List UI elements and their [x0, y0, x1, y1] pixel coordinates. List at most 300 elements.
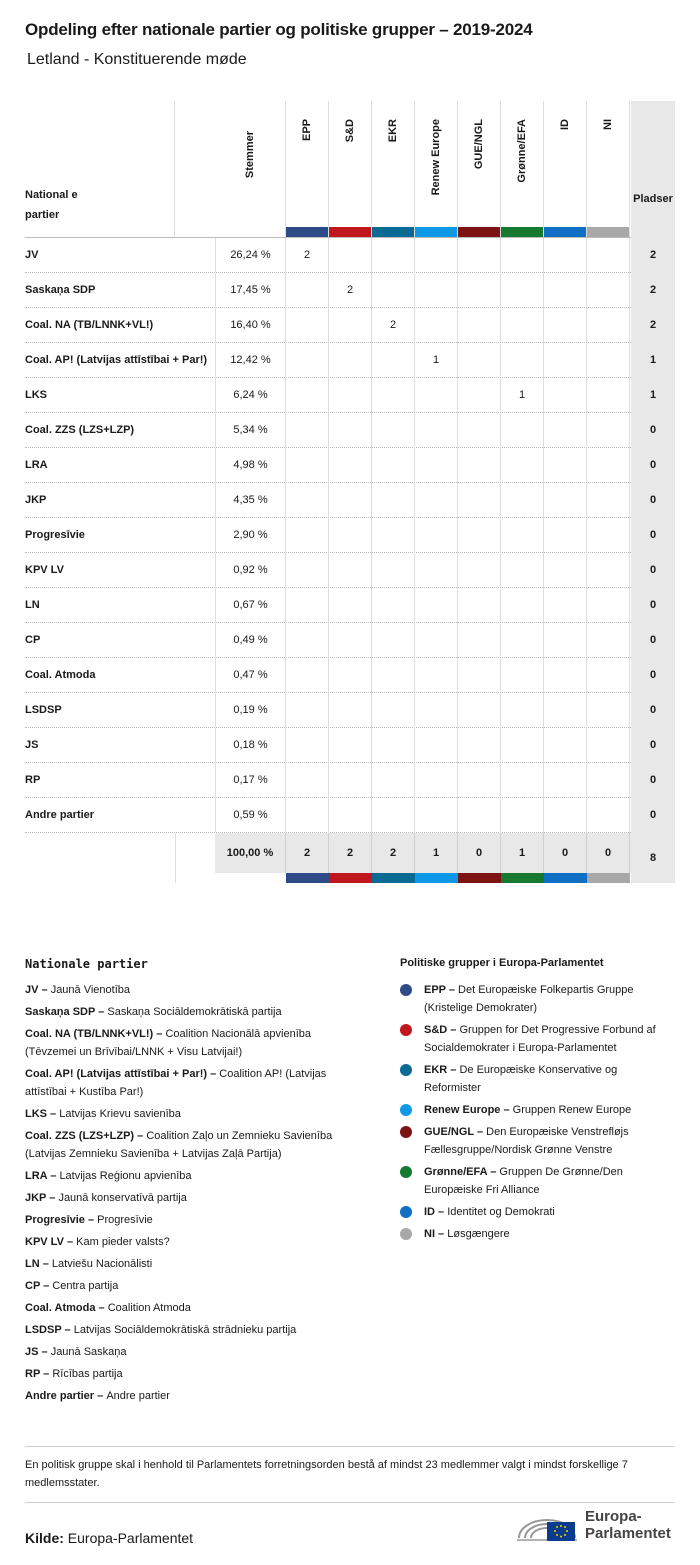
- seat-cell: 2: [286, 238, 329, 273]
- seat-cell: [286, 553, 329, 588]
- seat-cell: [286, 623, 329, 658]
- total-group-seats: 2: [286, 833, 329, 873]
- europarl-logo: [515, 1508, 675, 1548]
- seat-cell: [458, 308, 501, 343]
- seat-cell: [329, 658, 372, 693]
- group-color-dot-icon: [400, 1166, 412, 1178]
- logo-text-line1: Europa-: [585, 1508, 642, 1525]
- national-legend-heading: Nationale partier: [25, 957, 148, 971]
- party-votes: 0,18 %: [215, 728, 286, 762]
- legend-abbr: JKP –: [25, 1192, 59, 1204]
- seat-cell: [372, 553, 415, 588]
- seat-cell: [286, 518, 329, 553]
- seat-cell: [587, 588, 630, 623]
- seat-cell: [415, 728, 458, 763]
- total-group-seats: 1: [415, 833, 458, 873]
- group-color-bar: [544, 227, 586, 237]
- group-column-header: [372, 101, 415, 237]
- party-votes: 6,24 %: [215, 378, 286, 412]
- group-header-label: Renew Europe: [430, 119, 442, 196]
- national-legend-item: [25, 1321, 365, 1339]
- seat-cell: [286, 798, 329, 833]
- national-legend-item: [25, 981, 365, 999]
- seat-cell: [415, 553, 458, 588]
- party-votes: 2,90 %: [215, 518, 286, 552]
- party-name: LKS: [25, 389, 47, 401]
- seat-cell: [587, 378, 630, 413]
- group-legend-item: [400, 1123, 675, 1159]
- party-header-label: National e partier: [25, 189, 78, 221]
- groups-legend-heading: Politiske grupper i Europa-Parlamentet: [400, 957, 604, 969]
- seat-cell: [372, 693, 415, 728]
- national-legend-item: [25, 1387, 365, 1405]
- group-column-header: [415, 101, 458, 237]
- seat-cell: [544, 798, 587, 833]
- party-seats: 0: [631, 693, 675, 728]
- seats-column-header: [631, 101, 675, 238]
- seat-cell: [501, 483, 544, 518]
- seat-cell: [587, 763, 630, 798]
- seat-cell: [544, 693, 587, 728]
- party-seats: 0: [631, 483, 675, 518]
- seat-cell: [329, 798, 372, 833]
- national-parties-legend: [25, 957, 365, 1409]
- total-divider: [175, 833, 176, 883]
- seat-cell: [544, 553, 587, 588]
- party-seats: 0: [631, 413, 675, 448]
- legend-name: Latviešu Nacionālisti: [51, 1258, 153, 1270]
- table-total-row: [25, 833, 675, 883]
- party-name: RP: [25, 774, 41, 786]
- group-legend-item: [400, 981, 675, 1017]
- seat-cell: [415, 763, 458, 798]
- seat-cell: [501, 798, 544, 833]
- table-row: [25, 553, 675, 588]
- party-votes: 0,92 %: [215, 553, 286, 587]
- group-legend-item: [400, 1021, 675, 1057]
- party-votes: 0,47 %: [215, 658, 286, 692]
- group-color-bar: [544, 873, 587, 883]
- legend-name: Coalition Atmoda: [107, 1302, 191, 1314]
- party-votes: 0,67 %: [215, 588, 286, 622]
- seat-cell: 2: [372, 308, 415, 343]
- legend-name: Coalition AP! (Latvijas attīstībai + Kustība Par!): [25, 1068, 327, 1098]
- table-row: [25, 238, 675, 273]
- party-votes: 17,45 %: [215, 273, 286, 307]
- seat-cell: [372, 798, 415, 833]
- seat-cell: [587, 238, 630, 273]
- party-votes: 16,40 %: [215, 308, 286, 342]
- seat-cell: [501, 413, 544, 448]
- seat-cell: [329, 483, 372, 518]
- seat-cell: [587, 623, 630, 658]
- seat-cell: [544, 448, 587, 483]
- legend-name: Det Europæiske Folkepartis Gruppe (Kristelige Demokrater): [424, 984, 634, 1014]
- page-subtitle: Letland - Konstituerende møde: [27, 51, 247, 68]
- legend-name: Kam pieder valsts?: [76, 1236, 170, 1248]
- group-color-bar: [329, 873, 372, 883]
- legend-abbr: Saskaņa SDP –: [25, 1006, 108, 1018]
- total-group-seats: 2: [372, 833, 415, 873]
- party-name: Coal. Atmoda: [25, 669, 96, 681]
- seat-cell: [458, 728, 501, 763]
- group-color-bar: [501, 227, 543, 237]
- group-header-label: Grønne/EFA: [516, 119, 528, 183]
- legend-abbr: LSDSP –: [25, 1324, 74, 1336]
- table-row: [25, 343, 675, 378]
- seat-cell: [501, 728, 544, 763]
- party-name: LN: [25, 599, 40, 611]
- group-color-bar: [286, 227, 328, 237]
- legend-name: Centra partija: [52, 1280, 119, 1292]
- party-votes: 0,17 %: [215, 763, 286, 797]
- party-seats: 0: [631, 763, 675, 798]
- seat-cell: [587, 343, 630, 378]
- legend-abbr: EKR –: [424, 1064, 460, 1076]
- table-row: [25, 693, 675, 728]
- total-group-seats: 1: [501, 833, 544, 873]
- seat-cell: [501, 273, 544, 308]
- logo-text-line2: Parlamentet: [585, 1525, 671, 1542]
- seat-cell: [458, 378, 501, 413]
- legend-abbr: LN –: [25, 1258, 52, 1270]
- party-name: LSDSP: [25, 704, 62, 716]
- party-seats: 2: [631, 273, 675, 308]
- seat-cell: [544, 413, 587, 448]
- seat-cell: [501, 658, 544, 693]
- legend-abbr: S&D –: [424, 1024, 460, 1036]
- legend-name: Rīcības partija: [52, 1368, 123, 1380]
- seat-cell: [329, 238, 372, 273]
- table-body: [25, 238, 675, 833]
- legend-name: Latvijas Sociāldemokrātiskā strādnieku partija: [73, 1324, 297, 1336]
- party-seats: 0: [631, 658, 675, 693]
- seat-cell: [329, 763, 372, 798]
- seat-cell: [501, 238, 544, 273]
- legend-abbr: KPV LV –: [25, 1236, 77, 1248]
- total-group-seats: 2: [329, 833, 372, 873]
- seat-cell: [501, 623, 544, 658]
- national-legend-item: [25, 1065, 365, 1101]
- seat-cell: [458, 763, 501, 798]
- seat-cell: [415, 413, 458, 448]
- national-legend-item: [25, 1167, 365, 1185]
- group-color-bar: [372, 227, 414, 237]
- legend-name: Saskaņa Sociāldemokrātiskā partija: [107, 1006, 282, 1018]
- parliament-hemicycle-icon: [515, 1508, 579, 1546]
- national-legend-item: [25, 1233, 365, 1251]
- group-color-bar: [587, 227, 629, 237]
- seat-cell: [587, 518, 630, 553]
- party-votes: 0,59 %: [215, 798, 286, 832]
- seat-cell: [286, 483, 329, 518]
- national-legend-item: [25, 1365, 365, 1383]
- seat-cell: 2: [329, 273, 372, 308]
- party-name: Coal. NA (TB/LNNK+VL!): [25, 319, 154, 331]
- table-row: [25, 378, 675, 413]
- legend-abbr: Andre partier –: [25, 1390, 107, 1402]
- group-color-bar: [458, 227, 500, 237]
- seat-cell: [372, 448, 415, 483]
- seat-cell: [415, 518, 458, 553]
- seat-cell: [329, 518, 372, 553]
- seat-cell: [329, 588, 372, 623]
- seat-cell: [372, 588, 415, 623]
- party-seats: 0: [631, 623, 675, 658]
- seat-cell: [415, 798, 458, 833]
- seats-header-label: Pladser: [633, 193, 673, 205]
- seat-cell: 1: [415, 343, 458, 378]
- seat-cell: [415, 658, 458, 693]
- party-seats: 2: [631, 238, 675, 273]
- legend-abbr: ID –: [424, 1206, 448, 1218]
- legend-abbr: Coal. NA (TB/LNNK+VL!) –: [25, 1028, 166, 1040]
- national-legend-item: [25, 1105, 365, 1123]
- seat-cell: [544, 343, 587, 378]
- table-row: [25, 308, 675, 343]
- group-color-bar: [329, 227, 371, 237]
- seat-cell: [329, 623, 372, 658]
- table-row: [25, 413, 675, 448]
- group-color-bar: [286, 873, 329, 883]
- results-table: [25, 101, 675, 883]
- national-legend-item: [25, 1299, 365, 1317]
- group-header-label: EKR: [387, 119, 399, 143]
- legend-name: Den Europæiske Venstrefløjs Fællesgruppe/Nordisk Grønne Venstre: [424, 1126, 629, 1156]
- group-color-bar: [458, 873, 501, 883]
- seat-cell: [544, 308, 587, 343]
- footnote: En politisk gruppe skal i henhold til Parlamentets forretningsorden bestå af mindst 23 medlemmer valgt i mindst forskellige 7 medlemsstater.: [25, 1446, 675, 1503]
- seat-cell: [587, 413, 630, 448]
- legend-name: Gruppen for Det Progressive Forbund af Socialdemokrater i Europa-Parlamentet: [424, 1024, 656, 1054]
- seat-cell: [372, 623, 415, 658]
- group-header-label: EPP: [301, 119, 313, 142]
- seat-cell: [458, 553, 501, 588]
- group-header-label: ID: [559, 119, 571, 130]
- legend-abbr: GUE/NGL –: [424, 1126, 487, 1138]
- seat-cell: [501, 308, 544, 343]
- group-color-dot-icon: [400, 1064, 412, 1076]
- seat-cell: [501, 518, 544, 553]
- seat-cell: [458, 238, 501, 273]
- party-name: Progresīvie: [25, 529, 85, 541]
- legend-abbr: CP –: [25, 1280, 53, 1292]
- total-votes: 100,00 %: [215, 833, 286, 873]
- seat-cell: [544, 623, 587, 658]
- seat-cell: 1: [501, 378, 544, 413]
- group-column-header: [587, 101, 630, 237]
- seat-cell: [458, 798, 501, 833]
- seat-cell: [286, 413, 329, 448]
- group-legend-item: [400, 1225, 675, 1243]
- legend-name: Progresīvie: [97, 1214, 153, 1226]
- table-row: [25, 483, 675, 518]
- party-votes: 5,34 %: [215, 413, 286, 447]
- seat-cell: [501, 588, 544, 623]
- seat-cell: [544, 483, 587, 518]
- total-seats: 8: [631, 833, 675, 883]
- legend-abbr: RP –: [25, 1368, 53, 1380]
- seat-cell: [544, 518, 587, 553]
- legend-abbr: JS –: [25, 1346, 51, 1358]
- party-name: CP: [25, 634, 41, 646]
- seat-cell: [286, 343, 329, 378]
- national-legend-item: [25, 1211, 365, 1229]
- legend-name: Identitet og Demokrati: [447, 1206, 555, 1218]
- legend-abbr: Renew Europe –: [424, 1104, 513, 1116]
- seat-cell: [415, 448, 458, 483]
- seat-cell: [544, 658, 587, 693]
- legend-name: Jaunā Saskaņa: [50, 1346, 127, 1358]
- group-color-bar: [372, 873, 415, 883]
- seat-cell: [415, 308, 458, 343]
- group-header-label: NI: [602, 119, 614, 130]
- legend-abbr: NI –: [424, 1228, 448, 1240]
- seat-cell: [587, 728, 630, 763]
- seat-cell: [458, 483, 501, 518]
- party-seats: 0: [631, 448, 675, 483]
- votes-column-header: [215, 101, 286, 237]
- seat-cell: [587, 448, 630, 483]
- group-legend-item: [400, 1163, 675, 1199]
- legend-name: Jaunā konservatīvā partija: [58, 1192, 187, 1204]
- seat-cell: [501, 553, 544, 588]
- seat-cell: [544, 763, 587, 798]
- table-row: [25, 448, 675, 483]
- legend-name: Gruppen De Grønne/Den Europæiske Fri Alliance: [424, 1166, 623, 1196]
- group-column-header: [458, 101, 501, 237]
- party-seats: 0: [631, 798, 675, 833]
- party-seats: 0: [631, 553, 675, 588]
- group-column-header: [501, 101, 544, 237]
- party-votes: 0,19 %: [215, 693, 286, 727]
- seat-cell: [544, 238, 587, 273]
- seat-cell: [458, 413, 501, 448]
- party-name: JV: [25, 249, 39, 261]
- seat-cell: [372, 343, 415, 378]
- total-group-seats: 0: [587, 833, 630, 873]
- seat-cell: [458, 588, 501, 623]
- seat-cell: [501, 763, 544, 798]
- seat-cell: [329, 553, 372, 588]
- total-group-seats: 0: [458, 833, 501, 873]
- party-name: Saskaņa SDP: [25, 284, 96, 296]
- table-row: [25, 728, 675, 763]
- legend-name: Latvijas Krievu savienība: [59, 1108, 181, 1120]
- national-legend-item: [25, 1003, 365, 1021]
- seat-cell: [544, 273, 587, 308]
- seat-cell: [286, 448, 329, 483]
- group-color-bar: [501, 873, 544, 883]
- party-votes: 12,42 %: [215, 343, 286, 377]
- seat-cell: [587, 273, 630, 308]
- seat-cell: [458, 343, 501, 378]
- party-seats: 1: [631, 378, 675, 413]
- legend-abbr: JV –: [25, 984, 51, 996]
- seat-cell: [458, 658, 501, 693]
- seat-cell: [587, 798, 630, 833]
- national-legend-item: [25, 1255, 365, 1273]
- seat-cell: [372, 413, 415, 448]
- party-votes: 26,24 %: [215, 238, 286, 272]
- party-seats: 0: [631, 728, 675, 763]
- seat-cell: [329, 343, 372, 378]
- group-legend-item: [400, 1203, 675, 1221]
- seat-cell: [372, 483, 415, 518]
- legend-name: Latvijas Reģionu apvienība: [59, 1170, 192, 1182]
- legend-abbr: LKS –: [25, 1108, 60, 1120]
- legend-abbr: Coal. AP! (Latvijas attīstībai + Par!) –: [25, 1068, 220, 1080]
- legend-abbr: Grønne/EFA –: [424, 1166, 500, 1178]
- seat-cell: [501, 693, 544, 728]
- party-name: Andre partier: [25, 809, 95, 821]
- party-seats: 0: [631, 588, 675, 623]
- party-name: Coal. AP! (Latvijas attīstībai + Par!): [25, 354, 208, 366]
- party-votes: 4,35 %: [215, 483, 286, 517]
- group-color-dot-icon: [400, 1126, 412, 1138]
- seat-cell: [329, 448, 372, 483]
- party-seats: 0: [631, 518, 675, 553]
- source-value: Europa-Parlamentet: [63, 1530, 194, 1546]
- party-name: Coal. ZZS (LZS+LZP): [25, 424, 135, 436]
- legend-name: Jaunā Vienotība: [50, 984, 130, 996]
- group-color-bar: [415, 227, 457, 237]
- seat-cell: [286, 378, 329, 413]
- source-label: Kilde:: [25, 1530, 64, 1546]
- seat-cell: [415, 693, 458, 728]
- seat-cell: [372, 273, 415, 308]
- table-header: [25, 101, 675, 238]
- national-legend-item: [25, 1343, 365, 1361]
- seat-cell: [372, 238, 415, 273]
- legend-name: Løsgængere: [447, 1228, 510, 1240]
- group-header-label: S&D: [344, 119, 356, 143]
- group-color-dot-icon: [400, 1104, 412, 1116]
- seat-cell: [501, 448, 544, 483]
- seat-cell: [458, 693, 501, 728]
- seat-cell: [458, 518, 501, 553]
- group-color-dot-icon: [400, 1228, 412, 1240]
- legend-abbr: Coal. Atmoda –: [25, 1302, 108, 1314]
- group-color-dot-icon: [400, 984, 412, 996]
- group-column-header: [544, 101, 587, 237]
- page-title: Opdeling efter nationale partier og politiske grupper – 2019-2024: [25, 20, 533, 39]
- party-column-header: [25, 101, 175, 237]
- seat-cell: [415, 483, 458, 518]
- seat-cell: [372, 518, 415, 553]
- seat-cell: [286, 308, 329, 343]
- party-name: JS: [25, 739, 39, 751]
- seat-cell: [458, 273, 501, 308]
- group-color-dot-icon: [400, 1206, 412, 1218]
- seat-cell: [587, 553, 630, 588]
- group-legend-item: [400, 1101, 675, 1119]
- party-votes: 0,49 %: [215, 623, 286, 657]
- table-row: [25, 798, 675, 833]
- table-row: [25, 623, 675, 658]
- seat-cell: [329, 693, 372, 728]
- seat-cell: [372, 378, 415, 413]
- group-color-bar: [587, 873, 630, 883]
- seat-cell: [372, 763, 415, 798]
- legend-abbr: LRA –: [25, 1170, 60, 1182]
- party-name: JKP: [25, 494, 47, 506]
- seat-cell: [329, 728, 372, 763]
- legend-abbr: Progresīvie –: [25, 1214, 98, 1226]
- group-column-header: [286, 101, 329, 237]
- political-groups-legend: [400, 957, 675, 1247]
- seat-cell: [372, 728, 415, 763]
